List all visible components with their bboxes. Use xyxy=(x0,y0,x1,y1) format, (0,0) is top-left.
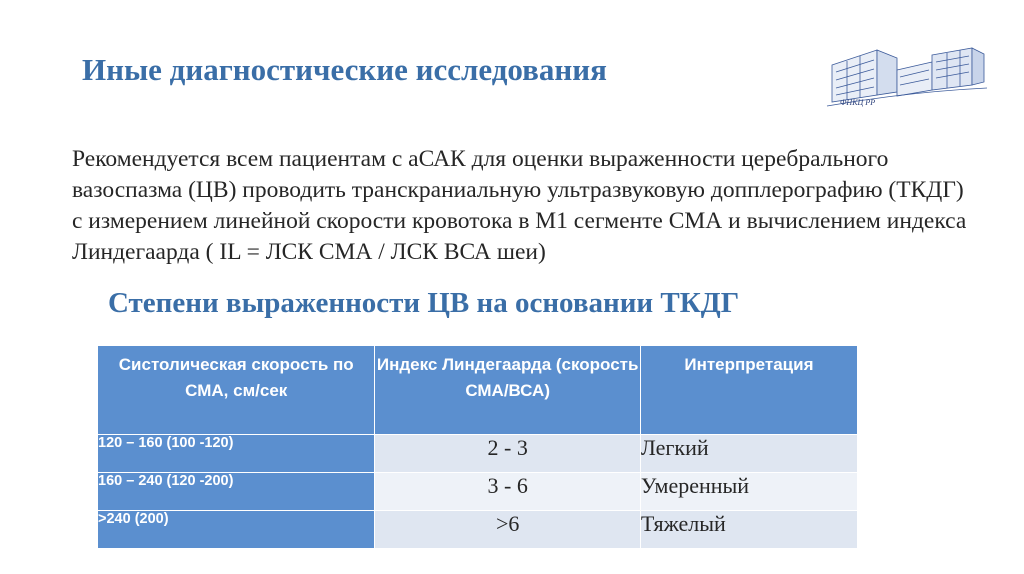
interpretation-cell: Умеренный xyxy=(640,473,857,511)
index-cell: >6 xyxy=(375,511,640,549)
interpretation-cell: Легкий xyxy=(640,435,857,473)
building-logo-icon xyxy=(822,40,992,120)
intro-paragraph: Рекомендуется всем пациентам с аСАК для оценки выраженности церебрального вазоспазма (ЦВ) проводить транскраниальную ультразвуковую допплерографию (ТКДГ) с измерением линейной скорости кровотока в М1 сегменте СМА и вычислением индекса Линдегаарда ( IL = ЛСК СМА / ЛСК ВСА шеи) xyxy=(72,146,967,265)
velocity-cell: 160 – 240 (120 -200) xyxy=(98,473,375,511)
table-row xyxy=(98,435,858,473)
index-cell: 2 - 3 xyxy=(375,435,640,473)
velocity-cell: 120 – 160 (100 -120) xyxy=(98,435,375,473)
index-cell: 3 - 6 xyxy=(375,473,640,511)
vasospasm-grades-table xyxy=(97,345,858,549)
table-row xyxy=(98,473,858,511)
slide-title: Иные диагностические исследования xyxy=(82,52,607,87)
table-header-row xyxy=(98,346,858,435)
interpretation-cell: Тяжелый xyxy=(640,511,857,549)
velocity-cell: >240 (200) xyxy=(98,511,375,549)
header-interpretation: Интерпретация xyxy=(640,346,857,435)
logo-caption: ФНКЦ РР xyxy=(840,98,876,107)
header-systolic-velocity: Систолическая скорость по СМА, см/сек xyxy=(98,346,375,435)
header-lindegaard-index: Индекс Линдегаарда (скорость СМА/ВСА) xyxy=(375,346,640,435)
table-row xyxy=(98,511,858,549)
section-title: Степени выраженности ЦВ на основании ТКДГ xyxy=(108,287,740,319)
